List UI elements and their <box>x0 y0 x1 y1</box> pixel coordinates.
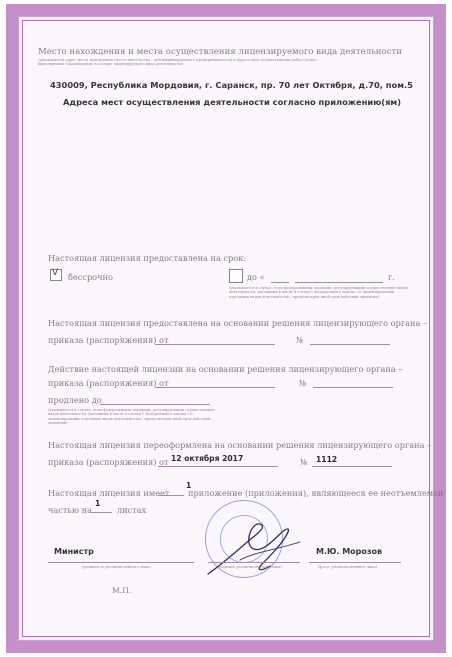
basis-num-label: № <box>296 335 304 345</box>
annex-note: Адреса мест осуществления деятельности согласно приложению(ям) <box>63 97 401 107</box>
check-mark-icon: V <box>52 268 59 278</box>
until-checkbox <box>229 269 243 283</box>
extension-order-label: приказа (распоряжения) от <box>48 378 169 388</box>
basis-label: Настоящая лицензия предоставлена на основании решения лицензирующего органа – <box>48 318 428 328</box>
reissue-date-line <box>158 466 278 467</box>
address: 430009, Республика Мордовия, г. Саранск, пр. 70 лет Октября, д.70, пом.5 <box>50 80 413 90</box>
location-heading: Место нахождения и места осуществления лицензируемого вида деятельности <box>38 47 402 57</box>
extended-label: продлено до <box>48 395 102 405</box>
reissue-date: 12 октября 2017 <box>171 454 244 463</box>
extension-num-label: № <box>299 378 307 388</box>
extension-hint: (указывается в случае, если федеральными законами, регулирующими осуществление видов деятельности, указанных в части 4 статьи 1 Федерального закона «О лицензировании отдельных видов деятельности», предусмотрен иной срок действия лицензии) <box>48 408 215 426</box>
name-line <box>309 562 401 563</box>
location-hint-1: (указываются адрес места нахождения (место жительства – для индивидуального предпринимателя) и адреса мест осуществления работ (услуг), <box>38 58 318 62</box>
annex-text-4: листах <box>117 505 147 515</box>
until-day-line <box>271 282 289 283</box>
basis-order-label: приказа (распоряжения) от <box>48 335 169 345</box>
annex-count-line <box>158 495 184 496</box>
unlimited-label: бессрочно <box>68 272 113 282</box>
reissue-label: Настоящая лицензия переоформлена на основании решения лицензирующего органа – <box>48 440 432 450</box>
location-hint-2: выполняемых (оказываемых) в составе лицензируемого вида деятельности) <box>38 62 184 66</box>
extension-date-line <box>155 387 275 388</box>
extension-num-line <box>313 387 393 388</box>
name-hint: (ф.и.о. уполномоченного лица) <box>318 565 377 569</box>
extension-label: Действие настоящей лицензии на основании решения лицензирующего органа – <box>48 364 403 374</box>
signature-line <box>208 562 300 563</box>
signatory-name: М.Ю. Морозов <box>316 547 383 556</box>
annex-text-3: частью на <box>48 505 92 515</box>
annex-sheets: 1 <box>95 499 101 508</box>
until-prefix: до « <box>247 272 265 282</box>
reissue-order-label: приказа (распоряжения) от <box>48 457 169 467</box>
until-hint: (указывается в случае, если федеральными законами, регулирующими осуществление видов деятельности, указанных в части 4 статьи 1 Федерального закона «О лицензировании отдельных видов деятельности», предусмотрен иной срок действия лицензии) <box>229 286 408 299</box>
term-label: Настоящая лицензия предоставлена на срок: <box>48 253 247 263</box>
annex-count: 1 <box>186 481 192 490</box>
reissue-number: 1112 <box>316 455 338 464</box>
extended-line <box>100 404 210 405</box>
until-month-line <box>295 282 383 283</box>
reissue-num-label: № <box>300 457 308 467</box>
until-suffix: г. <box>388 272 395 282</box>
position-line <box>48 562 194 563</box>
signature-hint: (подпись уполномоченного лица) <box>218 565 282 569</box>
signatory-position: Министр <box>54 547 94 556</box>
annex-text-1: Настоящая лицензия имеет <box>48 488 170 498</box>
seal-label: М.П. <box>112 586 132 595</box>
annex-sheets-line <box>90 512 112 513</box>
basis-date-line <box>155 344 275 345</box>
signature-scribble <box>200 512 310 584</box>
basis-num-line <box>310 344 390 345</box>
position-hint: (должность уполномоченного лица) <box>82 565 151 569</box>
annex-text-2: приложение (приложения), являющееся ее неотъемлемой <box>188 488 444 498</box>
reissue-num-line <box>312 466 392 467</box>
